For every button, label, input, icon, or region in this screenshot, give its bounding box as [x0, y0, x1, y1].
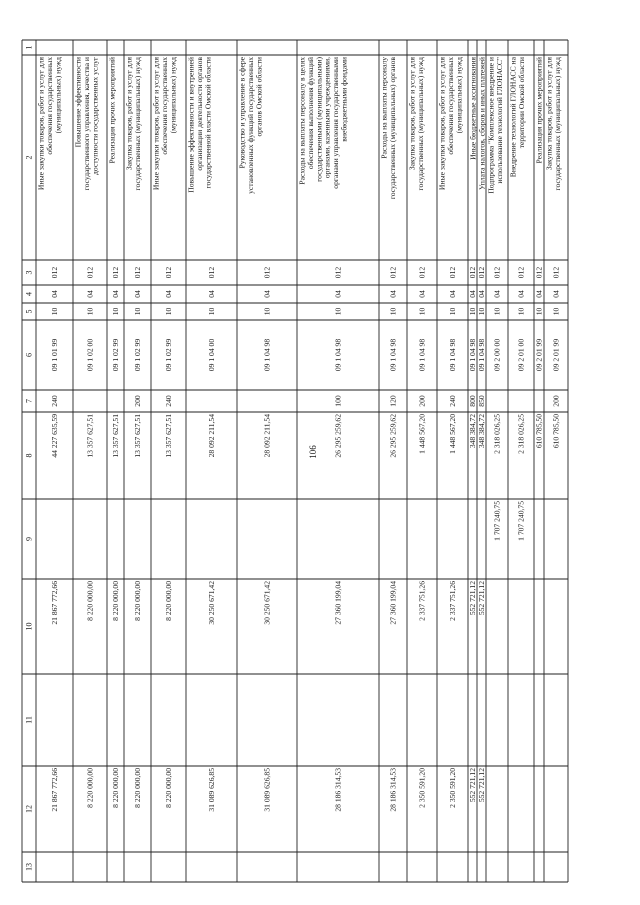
row-12-code-c5: 10 — [468, 307, 477, 316]
column-header-12: 12 — [24, 805, 34, 813]
row-9-amount-c12: 28 186 314,53 — [388, 768, 398, 812]
row-7-target-article: 09 1 04 98 — [262, 338, 272, 372]
row-5-name-line-1: Иные закупки товаров, работ и услуг для — [151, 57, 161, 191]
row-10-target-article: 09 1 04 98 — [417, 338, 427, 372]
row-11-code-c7: 240 — [448, 395, 457, 407]
row-15-code-c4: 04 — [516, 290, 526, 298]
row-9-code-c4: 04 — [388, 290, 398, 298]
row-6-code-c4: 04 — [207, 290, 216, 298]
row-10-amount-c10: 2 337 751,26 — [417, 581, 427, 621]
row-5-name-line-2: обеспечения государственных — [159, 57, 169, 155]
row-4-amount-c12: 8 220 000,00 — [133, 768, 142, 808]
row-6-amount-c10: 30 250 671,42 — [207, 581, 216, 625]
row-8-amount-c12: 28 186 314,53 — [333, 768, 343, 812]
row-2-target-article: 09 1 02 00 — [85, 338, 95, 372]
row-13-code-c3: 012 — [477, 266, 486, 279]
row-6-code-c5: 10 — [207, 307, 216, 316]
row-6-amount-c8: 28 092 211,54 — [207, 414, 216, 458]
row-13-code-c4: 04 — [477, 290, 486, 298]
row-5-amount-c10: 8 220 000,00 — [164, 581, 173, 621]
row-16-name-line-1: Реализация прочих мероприятий — [534, 57, 544, 164]
row-7-amount-c10: 30 250 671,42 — [262, 581, 272, 625]
row-9-code-c7: 120 — [388, 395, 398, 407]
row-17-name-line-2: государственных (муниципальных) нужд — [552, 57, 562, 191]
row-3-code-c4: 04 — [111, 290, 120, 298]
row-15-amount-c8: 2 318 026,25 — [516, 414, 526, 454]
column-header-3: 3 — [24, 270, 34, 275]
row-9-code-c5: 10 — [388, 307, 398, 316]
table-cells — [25, 46, 562, 872]
row-10-code-c4: 04 — [417, 290, 427, 298]
row-5-code-c4: 04 — [164, 290, 173, 298]
row-1-name-line-1: Иные закупки товаров, работ и услуг для — [36, 57, 46, 191]
row-15-amount-c9: 1 707 240,75 — [516, 501, 526, 541]
row-1-code-c5: 10 — [50, 307, 59, 316]
row-14-amount-c9: 1 707 240,75 — [492, 501, 502, 541]
row-3-name-line-1: Реализация прочих мероприятий — [107, 57, 117, 164]
row-6-target-article: 09 1 04 00 — [207, 338, 216, 372]
row-13-amount-c12: 552 721,12 — [477, 768, 486, 803]
column-header-8: 8 — [24, 453, 34, 458]
row-9-amount-c10: 27 360 199,04 — [388, 581, 398, 625]
row-8-target-article: 09 1 04 98 — [333, 338, 343, 372]
row-14-name-line-1: Подпрограмма "Комплексное внедрение и — [486, 57, 496, 194]
row-4-name-line-2: государственных (муниципальных) нужд — [132, 57, 142, 191]
row-10-name-line-2: государственных (муниципальных) нужд — [415, 57, 425, 191]
row-1-target-article: 09 1 01 99 — [50, 338, 59, 372]
column-header-9: 9 — [24, 537, 34, 541]
row-7-name-line-2: установленных функций государственных — [245, 57, 255, 194]
row-13-code-c5: 10 — [477, 307, 486, 316]
row-11-name-line-2: обеспечения государственных — [445, 57, 455, 155]
row-12-amount-c10: 552 721,12 — [468, 581, 477, 616]
row-12-name-line-1: Иные бюджетные ассигнования — [468, 57, 478, 160]
row-8-code-c7: 100 — [333, 395, 343, 407]
row-5-amount-c12: 8 220 000,00 — [164, 768, 173, 808]
row-17-name-line-1: Закупка товаров, работ и услуг для — [544, 57, 554, 171]
row-15-name-line-2: территории Омской области — [516, 57, 526, 149]
row-1-name-line-2: обеспечения государственных — [44, 57, 54, 155]
row-10-amount-c8: 1 448 567,20 — [417, 414, 427, 454]
row-3-amount-c12: 8 220 000,00 — [111, 768, 120, 808]
row-17-code-c4: 04 — [551, 290, 561, 298]
row-13-target-article: 09 1 04 98 — [477, 338, 486, 372]
row-8-name-line-4: органами, казенными учреждениями, — [322, 57, 332, 179]
row-13-amount-c8: 348 384,72 — [477, 414, 486, 449]
row-7-code-c5: 10 — [262, 307, 272, 316]
row-7-code-c4: 04 — [262, 290, 272, 298]
row-9-target-article: 09 1 04 98 — [388, 338, 398, 372]
row-1-amount-c12: 21 867 772,66 — [50, 768, 59, 812]
row-2-code-c5: 10 — [85, 307, 95, 316]
row-15-code-c3: 012 — [516, 266, 526, 279]
row-17-code-c3: 012 — [551, 266, 561, 279]
row-12-code-c7: 800 — [468, 395, 477, 407]
row-11-code-c3: 012 — [448, 266, 457, 279]
row-1-code-c4: 04 — [50, 290, 59, 298]
row-9-code-c3: 012 — [388, 266, 398, 279]
row-3-amount-c8: 13 357 627,51 — [111, 414, 120, 458]
row-4-code-c3: 012 — [133, 266, 142, 279]
row-14-code-c5: 10 — [492, 307, 502, 316]
row-17-amount-c8: 610 785,50 — [551, 414, 561, 449]
row-8-name-line-6: внебюджетными фондами — [339, 57, 349, 142]
row-12-code-c4: 04 — [468, 290, 477, 298]
row-6-code-c3: 012 — [207, 266, 216, 279]
row-16-code-c3: 012 — [534, 266, 544, 279]
row-8-name-line-1: Расходы на выплаты персоналу в целях — [297, 57, 307, 185]
row-14-code-c3: 012 — [492, 266, 502, 279]
column-header-4: 4 — [24, 292, 34, 296]
row-1-name-line-3: (муниципальных) нужд — [53, 57, 63, 134]
row-4-amount-c8: 13 357 627,51 — [133, 414, 142, 458]
row-13-name-line-1: Уплата налогов, сборов и иных платежей — [477, 57, 487, 190]
row-15-target-article: 09 2 01 00 — [516, 338, 526, 372]
row-7-name-line-1: Руководство и управление в сфере — [237, 57, 247, 169]
row-16-target-article: 09 2 01 99 — [534, 338, 544, 372]
row-6-name-line-2: организации деятельности органов — [194, 57, 204, 171]
row-4-code-c4: 04 — [133, 290, 142, 298]
row-3-code-c3: 012 — [111, 266, 120, 279]
row-4-code-c5: 10 — [133, 307, 142, 316]
page-number: 106 — [308, 445, 318, 459]
row-1-amount-c10: 21 867 772,66 — [50, 581, 59, 625]
row-12-amount-c8: 348 384,72 — [468, 414, 477, 449]
row-2-name-line-2: государственного управления, качества и — [81, 57, 91, 191]
row-15-name-line-1: Внедрение технологий ГЛОНАСС на — [508, 57, 518, 178]
row-11-target-article: 09 1 04 98 — [448, 338, 457, 372]
row-11-code-c4: 04 — [448, 290, 457, 298]
row-12-amount-c12: 552 721,12 — [468, 768, 477, 803]
row-8-code-c5: 10 — [333, 307, 343, 316]
row-15-code-c5: 10 — [516, 307, 526, 316]
row-7-amount-c12: 31 089 626,85 — [262, 768, 272, 812]
row-7-code-c3: 012 — [262, 266, 272, 279]
row-3-target-article: 09 1 02 99 — [111, 338, 120, 372]
row-12-target-article: 09 1 04 98 — [468, 338, 477, 372]
column-header-6: 6 — [24, 353, 34, 357]
row-4-amount-c10: 8 220 000,00 — [133, 581, 142, 621]
row-11-amount-c10: 2 337 751,26 — [448, 581, 457, 621]
column-header-7: 7 — [24, 399, 34, 403]
row-5-code-c7: 240 — [164, 395, 173, 407]
row-16-amount-c8: 610 785,50 — [534, 414, 544, 449]
row-17-code-c5: 10 — [551, 307, 561, 316]
row-10-code-c5: 10 — [417, 307, 427, 316]
row-14-target-article: 09 2 00 00 — [492, 338, 502, 372]
row-12-code-c3: 012 — [468, 266, 477, 279]
row-2-amount-c10: 8 220 000,00 — [85, 581, 95, 621]
row-6-name-line-3: государственной власти Омской области — [203, 57, 213, 189]
row-16-code-c4: 04 — [534, 290, 544, 298]
row-7-amount-c8: 28 092 211,54 — [262, 414, 272, 458]
row-5-code-c5: 10 — [164, 307, 173, 316]
row-5-code-c3: 012 — [164, 266, 173, 279]
row-10-code-c3: 012 — [417, 266, 427, 279]
row-11-name-line-3: (муниципальных) нужд — [454, 57, 464, 134]
row-8-code-c3: 012 — [333, 266, 343, 279]
row-4-name-line-1: Закупка товаров, работ и услуг для — [124, 57, 134, 171]
column-header-1: 1 — [24, 45, 34, 50]
row-14-amount-c8: 2 318 026,25 — [492, 414, 502, 454]
row-2-amount-c12: 8 220 000,00 — [85, 768, 95, 808]
row-4-target-article: 09 1 02 99 — [133, 338, 142, 372]
row-9-name-line-2: государственных (муниципальных) органов — [387, 57, 397, 200]
row-13-code-c7: 850 — [477, 395, 486, 407]
row-9-name-line-1: Расходы на выплаты персоналу — [379, 57, 389, 159]
row-14-name-line-2: использование технологий ГЛОНАСС" — [494, 57, 504, 184]
column-header-10: 10 — [24, 622, 34, 631]
row-3-amount-c10: 8 220 000,00 — [111, 581, 120, 621]
row-6-name-line-1: Повышение эффективности и внутренней — [186, 57, 196, 193]
row-8-code-c4: 04 — [333, 290, 343, 298]
row-1-amount-c8: 44 227 635,59 — [50, 414, 59, 458]
row-9-amount-c8: 26 295 259,62 — [388, 414, 398, 458]
row-11-name-line-1: Иные закупки товаров, работ и услуг для — [437, 57, 447, 191]
row-2-code-c4: 04 — [85, 290, 95, 298]
row-10-amount-c12: 2 350 591,20 — [417, 768, 427, 808]
row-16-code-c5: 10 — [534, 307, 544, 316]
row-8-name-line-5: органами управления государственными — [331, 57, 341, 189]
row-5-amount-c8: 13 357 627,51 — [164, 414, 173, 458]
row-11-amount-c8: 1 448 567,20 — [448, 414, 457, 454]
row-8-name-line-3: государственными (муниципальными) — [314, 57, 324, 182]
column-header-13: 13 — [24, 863, 34, 871]
column-header-5: 5 — [24, 309, 34, 314]
row-2-code-c3: 012 — [85, 266, 95, 279]
row-5-target-article: 09 1 02 99 — [164, 338, 173, 372]
row-2-name-line-1: Повышение эффективности — [73, 57, 83, 148]
row-7-name-line-3: органов Омской области — [254, 57, 264, 137]
row-1-code-c7: 240 — [50, 395, 59, 407]
row-3-code-c5: 10 — [111, 307, 120, 316]
row-17-target-article: 09 2 01 99 — [551, 338, 561, 372]
row-10-code-c7: 200 — [417, 395, 427, 407]
row-13-amount-c10: 552 721,12 — [477, 581, 486, 616]
column-header-11: 11 — [24, 716, 34, 724]
row-6-amount-c12: 31 089 626,85 — [207, 768, 216, 812]
row-14-code-c4: 04 — [492, 290, 502, 298]
row-11-code-c5: 10 — [448, 307, 457, 316]
row-8-amount-c8: 26 295 259,62 — [333, 414, 343, 458]
row-2-amount-c8: 13 357 627,51 — [85, 414, 95, 458]
row-5-name-line-3: (муниципальных) нужд — [168, 57, 178, 134]
row-2-name-line-3: доступности государственных услуг — [90, 57, 100, 175]
row-8-amount-c10: 27 360 199,04 — [333, 581, 343, 625]
row-11-amount-c12: 2 350 591,20 — [448, 768, 457, 808]
row-10-name-line-1: Закупка товаров, работ и услуг для — [407, 57, 417, 171]
row-17-code-c7: 200 — [551, 395, 561, 407]
row-4-code-c7: 200 — [133, 395, 142, 407]
row-8-name-line-2: обеспечения выполнения функций — [305, 57, 315, 170]
row-1-code-c3: 012 — [50, 266, 59, 279]
column-header-2: 2 — [24, 155, 34, 160]
